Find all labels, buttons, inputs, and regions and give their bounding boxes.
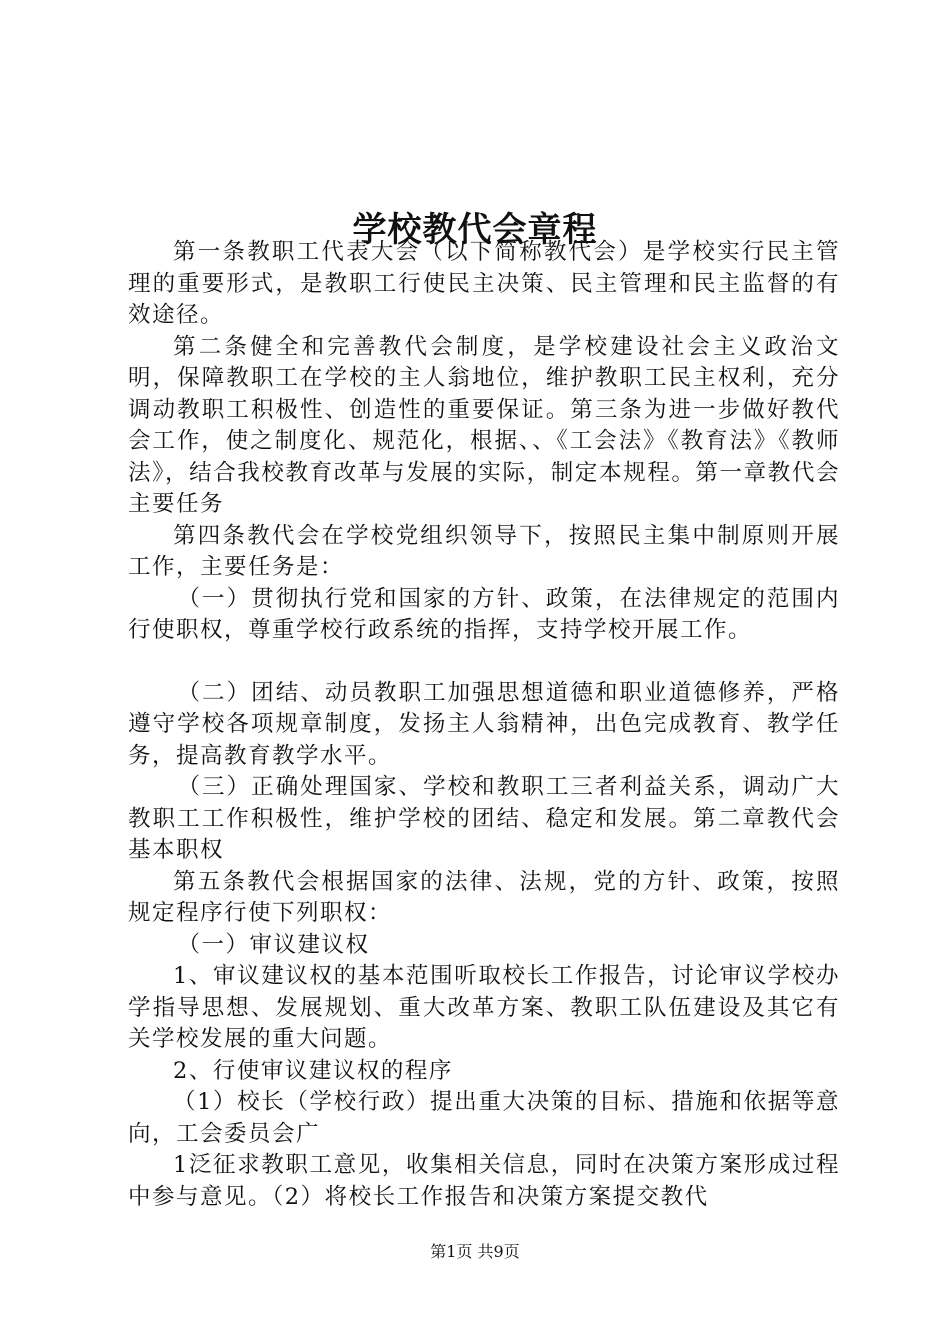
paragraph-task-1: （一）贯彻执行党和国家的方针、政策，在法律规定的范围内行使职权，尊重学校行政系统的指挥，支持学校开展工作。 [128, 585, 840, 643]
paragraph-task-3: （三）正确处理国家、学校和教职工三者利益关系，调动广大教职工工作积极性，维护学校的团结、稳定和发展。第二章教代会基本职权 [128, 774, 840, 863]
paragraph-power-1-procedure: 2、行使审议建议权的程序 [173, 1057, 453, 1084]
paragraph-article-2-3: 第二条健全和完善教代会制度，是学校建设社会主义政治文明，保障教职工在学校的主人翁地位，维护教职工民主权利，充分调动教职工积极性、创造性的重要保证。第三条为进一步做好教代会工作，使之制度化、规范化，根据、、《工会法》《教育法》《教师法》，结合我校教育改革与发展的实际，制定本规程。第一章教代会主要任务 [128, 333, 840, 517]
paragraph-procedure-step-2: 1泛征求教职工意见，收集相关信息，同时在决策方案形成过程中参与意见。（2）将校长工作报告和决策方案提交教代 [128, 1152, 840, 1210]
paragraph-procedure-step-1: （1）校长（学校行政）提出重大决策的目标、措施和依据等意向，工会委员会广 [128, 1089, 840, 1147]
paragraph-power-1-scope: 1、审议建议权的基本范围听取校长工作报告，讨论审议学校办学指导思想、发展规划、重大改革方案、教职工队伍建设及其它有关学校发展的重大问题。 [128, 963, 840, 1052]
page-footer: 第1页 共9页 [430, 1242, 520, 1261]
paragraph-power-1-heading: （一）审议建议权 [177, 931, 370, 958]
paragraph-article-4: 第四条教代会在学校党组织领导下，按照民主集中制原则开展工作，主要任务是： [128, 522, 840, 580]
paragraph-task-2: （二）团结、动员教职工加强思想道德和职业道德修养，严格遵守学校各项规章制度，发扬主人翁精神，出色完成教育、教学任务，提高教育教学水平。 [128, 679, 840, 769]
document-body [128, 237, 840, 1213]
page-title: 学校教代会章程 [352, 209, 598, 250]
paragraph-article-5: 第五条教代会根据国家的法律、法规，党的方针、政策，按照规定程序行使下列职权： [128, 868, 840, 926]
paragraph-article-1: 第一条教职工代表大会（以下简称教代会）是学校实行民主管理的重要形式，是教职工行使民主决策、民主管理和民主监督的有效途径。 [128, 239, 840, 328]
